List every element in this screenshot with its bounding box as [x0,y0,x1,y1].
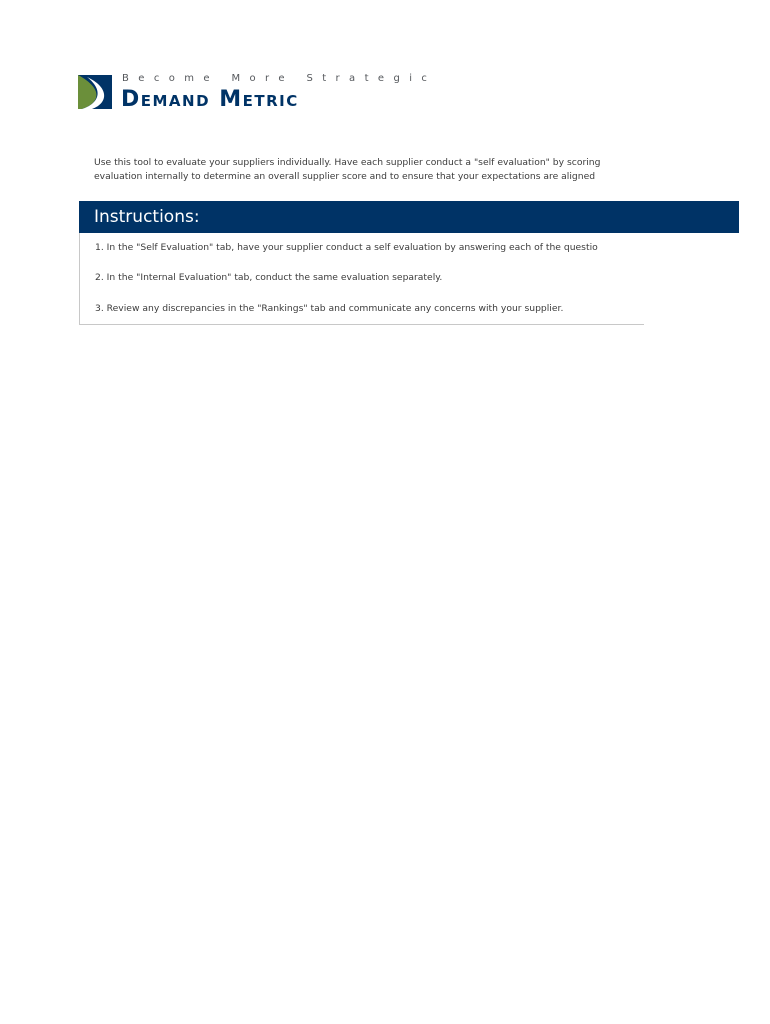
intro-line: evaluation internally to determine an overall supplier score and to ensure that your expectations are aligned [94,171,596,182]
intro-line: Use this tool to evaluate your suppliers individually. Have each supplier conduct a "self evaluation" by scoring [94,157,601,168]
demand-metric-logo [78,73,437,113]
logo-brand-name: Demand Metric [121,87,299,112]
instruction-step: 3. Review any discrepancies in the "Rankings" tab and communicate any concerns with your supplier. [95,303,564,314]
instruction-step: 2. In the "Internal Evaluation" tab, conduct the same evaluation separately. [95,272,443,283]
instruction-step: 1. In the "Self Evaluation" tab, have your supplier conduct a self evaluation by answering each of the questio [95,242,598,253]
instructions-list [79,233,644,325]
demand-metric-swoosh-icon [78,75,112,109]
instructions-header [79,201,739,233]
logo-tagline: Become More Strategic [122,73,437,84]
intro-text [94,156,643,184]
instructions-title: Instructions: [94,207,200,227]
